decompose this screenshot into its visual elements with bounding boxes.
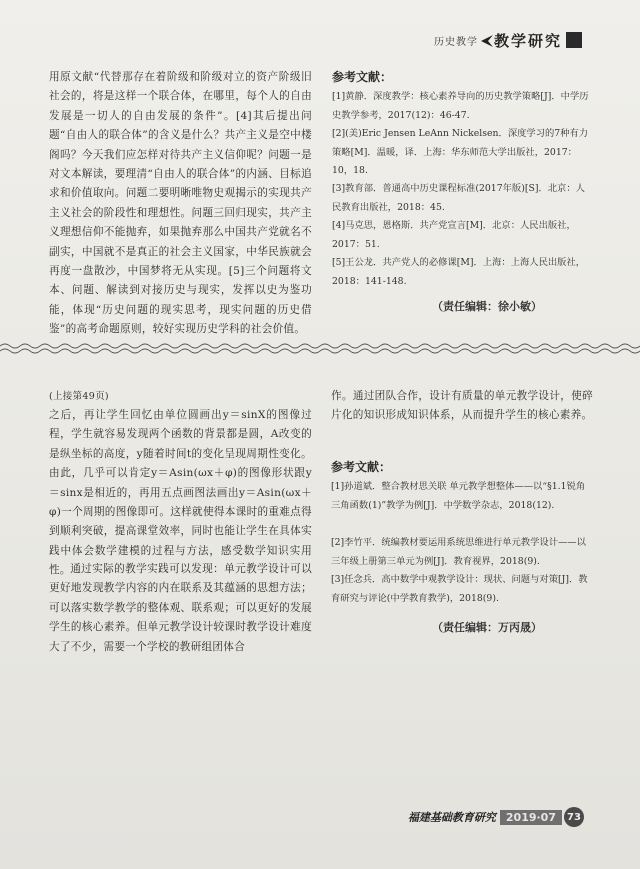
top-refs-heading: 参考文献： [332,70,393,84]
bottom-refs-heading: 参考文献： [331,460,392,474]
page-number: 73 [564,807,584,827]
bottom-left-para-2: 通过实际的教学实践可以发现：单元教学设计可以更好地发现教学内容的内在联系及其蕴涵的思想方法；可以落实数学教学的整体观、联系观；可以更好的发展学生的核心素养。但单元教学设计较课时教学设计难度大了不少，需要一个学校的教研组团体合 [49,563,312,653]
top-ref-4: [4]马克思，恩格斯．共产党宣言[M]．北京：人民出版社，2017：51. [332,220,576,250]
continued-note: (上接第49页) [49,391,109,402]
page-footer [408,807,584,827]
bottom-ref-1: [1]孙道斌．整合教材思关联 单元教学想整体——以“§1.1锐角三角函数(1)”教学为例[J]．中学数学杂志，2018(12). [331,481,586,511]
top-ref-1: [1]黄静．深度教学：核心素养导向的历史教学策略[J]．中学历史教学参考，2017(12)：46-47. [332,91,589,121]
top-left-body: 用原文献“代替那存在着阶级和阶级对立的资产阶级旧社会的，将是这样一个联合体，在哪里，每个人的自由发展是一切人的自由发展的条件”。[4]其后提出问题“自由人的联合体”的含义是什么？共产主义是空中楼阁吗？今天我们应怎样对待共产主义信仰呢？问题一是对文本解读，要理清“自由人的联合体”的内涵、目标追求和价值取向。问题二要明晰唯物史观揭示的实现共产主义社会的阶段性和理想性。问题三回归现实，共产主义理想信仰不能抛弃，如果抛弃那么中国共产党就名不副实，中国就不是真正的社会主义国家，中华民族就会再度一盘散沙，中国梦将无从实现。[5]三个问题将文本、问题、解读到对接历史与现实，发挥以史为鉴功能，体现“历史问题的现实思考，现实问题的历史借鉴”的高考命题原则，较好实现历史学科的社会价值。 [49,71,312,336]
page-header [434,30,562,51]
journal-name: 福建基础教育研究 [407,811,496,824]
top-ref-3: [3]教育部．普通高中历史课程标准(2017年版)[S]．北京：人民教育出版社，2018：45. [332,183,585,213]
bottom-left-para-1: 之后，再让学生回忆由单位圆画出y＝sinX的图像过程，学生就容易发现两个函数的背景都是圆，A改变的是纵坐标的高度，y随着时间t的变化呈现周期性变化。由此，几乎可以肯定y＝Asin(ωx＋φ)的图像形状跟y＝sinx是相近的，再用五点画图法画出y＝Asin(ωx＋φ)一个周期的图像即可。这样就使得本课时的重难点得到顺利突破，提高课堂效率，同时也能让学生在具体实践中体会数学建模的过程与方法，感受数学知识实用性。 [49,409,312,577]
issue-date: 2019·07 [500,810,562,825]
header-title: 教学研究 [493,32,562,50]
header-column: 历史教学 [433,37,478,48]
bottom-editor: （责任编辑：万丙晟） [432,621,542,634]
bottom-right-para: 作。通过团队合作，设计有质量的单元教学设计，使碎片化的知识形成知识体系，从而提升学生的核心素养。 [331,390,593,422]
top-ref-5: [5]王公龙．共产党人的必修课[M]．上海：上海人民出版社，2018：141-148. [332,257,586,287]
top-ref-2: [2](美)Eric Jensen LeAnn Nickelsen．深度学习的7种有力策略[M]．温暖，译．上海：华东师范大学出版社，2017：10，18. [332,128,589,177]
bottom-ref-3: [3]任念兵．高中数学中观教学设计：现状、问题与对策[J]．教育研究与评论(中学教育教学)，2018(9). [331,574,588,604]
bottom-ref-2: [2]李竹平．统编教材要运用系统思维进行单元教学设计——以三年级上册第三单元为例[J]．教育视界，2018(9). [331,537,586,567]
wave-divider [0,341,640,357]
top-editor: （责任编辑：徐小敏） [432,300,542,313]
arrow-left-icon [480,34,494,48]
header-block-icon [566,32,582,48]
